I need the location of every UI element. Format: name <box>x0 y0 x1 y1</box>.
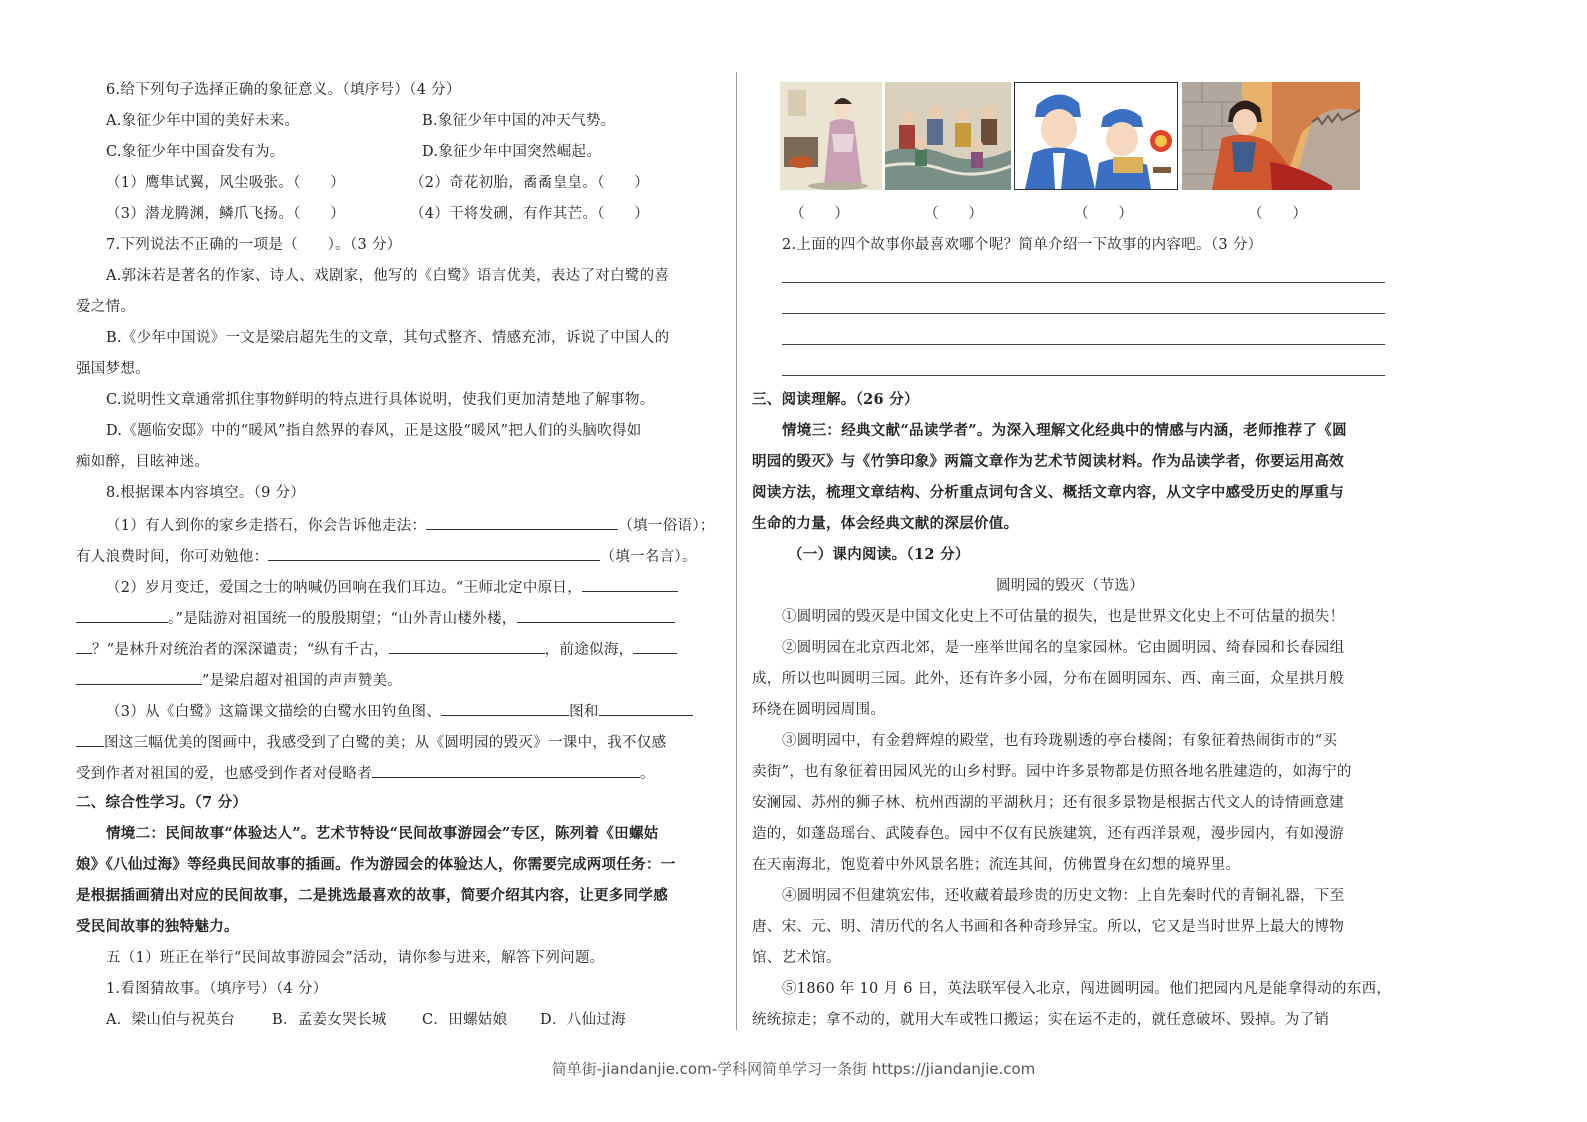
fill-blank[interactable] <box>268 545 600 561</box>
answer-line-3[interactable] <box>782 344 1385 345</box>
paragraph-1: ①圆明园的毁灭是中国文化史上不可估量的损失，也是世界文化史上不可估量的损失！ <box>782 609 1345 625</box>
q8-1b-text: 有人浪费时间，你可劝勉他： <box>76 549 269 565</box>
q6-item-2: （2）奇花初胎，矞矞皇皇。（ ） <box>410 175 650 191</box>
paragraph-3-line5: 在天南海北，饱览着中外风景名胜；流连其间，仿佛置身在幻想的境界里。 <box>752 857 1241 873</box>
story-illustration-4 <box>1182 82 1360 190</box>
story-illustration-1 <box>780 82 882 190</box>
q7-option-b-line2: 强国梦想。 <box>76 361 150 377</box>
answer-line-1[interactable] <box>782 282 1385 283</box>
page-footer: 简单街-jiandanjie.com-学科网简单学习一条街 https://jiandanjie.com <box>551 1060 1036 1078</box>
scenario-2-line2: 娘》《八仙过海》等经典民间故事的插画。作为游园会的体验达人，你需要完成两项任务：一 <box>76 856 676 873</box>
q7-option-d-line1: D.《题临安邸》中的“暖风”指自然界的春风，正是这股“暖风”把人们的头脑吹得如 <box>106 423 642 439</box>
fill-blank[interactable] <box>76 638 92 654</box>
q7-option-d-line2: 痴如醉，目眩神迷。 <box>76 454 210 470</box>
paragraph-2-line2: 成，所以也叫圆明三园。此外，还有许多小园，分布在圆明园东、西、南三面，众星拱月般 <box>752 671 1344 687</box>
liang-zhu-image <box>1015 83 1177 189</box>
q8-2a-text: （2）岁月变迁，爱国之士的呐喊仍回响在我们耳边。“王师北定中原日， <box>106 580 583 596</box>
q7-option-a-line1: A.郭沫若是著名的作家、诗人、戏剧家，他写的《白鹭》语言优美，表达了对白鹭的喜 <box>106 268 670 284</box>
section-3-title: 三、阅读理解。（26 分） <box>752 391 919 408</box>
q6-option-b: B.象征少年中国的冲天气势。 <box>422 113 616 129</box>
q8-1a-suffix: （填一俗语）； <box>618 518 715 534</box>
q6-item-4: （4）干将发硎，有作其芒。（ ） <box>410 206 650 222</box>
article-title: 圆明园的毁灭（节选） <box>996 578 1144 594</box>
answer-line-4[interactable] <box>782 375 1385 376</box>
eight-immortals-image <box>885 82 1011 190</box>
snail-girl-image <box>780 82 882 190</box>
q8-2-line3 <box>76 638 677 660</box>
paragraph-4-line3: 馆、艺术馆。 <box>752 950 841 966</box>
story-option-c: C．田螺姑娘 <box>422 1012 508 1028</box>
paragraph-3-line1: ③圆明园中，有金碧辉煌的殿堂，也有玲珑剔透的亭台楼阁；有象征着热闹街市的“买 <box>782 733 1338 749</box>
q2-title: 2.上面的四个故事你最喜欢哪个呢？简单介绍一下故事的内容吧。（3 分） <box>782 237 1263 253</box>
scenario-2-line4: 受民间故事的独特魅力。 <box>76 918 239 935</box>
q8-1b-suffix: （填一名言）。 <box>600 549 697 565</box>
paragraph-2-line3: 环绕在圆明园周围。 <box>752 702 886 718</box>
q8-2-line4 <box>76 669 402 691</box>
paragraph-3-line2: 卖街”，也有象征着田园风光的山乡村野。园中许多景物都是仿照各地名胜建造的，如海宁的 <box>752 764 1352 780</box>
pic3-answer-paren[interactable]: （ ） <box>1074 206 1134 222</box>
story-illustration-2 <box>885 82 1011 190</box>
q8-3-line2 <box>76 731 666 753</box>
q6-item-1: （1）鹰隼试翼，风尘吸张。（ ） <box>106 175 346 191</box>
q8-2c-text: ？”是林升对统治者的深深谴责；“纵有千古， <box>92 642 389 658</box>
q8-3a-text: （3）从《白鹭》这篇课文描绘的白鹭水田钓鱼图、 <box>106 704 442 720</box>
q6-option-c: C.象征少年中国奋发有为。 <box>106 144 285 160</box>
q8-2b-text: 。”是陆游对祖国统一的殷殷期望；“山外青山楼外楼， <box>168 611 517 627</box>
paragraph-3-line3: 安澜园、苏州的狮子林、杭州西湖的平湖秋月；还有很多景物是根据古代文人的诗情画意建 <box>752 795 1344 811</box>
answer-line-2[interactable] <box>782 313 1385 314</box>
story-option-d: D．八仙过海 <box>540 1012 626 1028</box>
fill-blank[interactable] <box>426 514 618 530</box>
paragraph-5-line1: ⑤1860 年 10 月 6 日，英法联军侵入北京，闯进圆明园。他们把园内凡是能拿得动的东西， <box>782 981 1392 997</box>
fill-blank[interactable] <box>76 607 168 623</box>
fill-blank[interactable] <box>389 638 545 654</box>
scenario-3-line1: 情境三：经典文献“品读学者”。为深入理解文化经典中的情感与内涵，老师推荐了《圆 <box>782 422 1347 439</box>
section-2-q1: 1.看图猜故事。（填序号）（4 分） <box>106 981 328 997</box>
fill-blank[interactable] <box>372 762 640 778</box>
q8-title: 8.根据课本内容填空。（9 分） <box>106 485 306 501</box>
pic1-answer-paren[interactable]: （ ） <box>790 206 850 222</box>
scenario-3-line4: 生命的力量，体会经典文献的深层价值。 <box>752 515 1019 532</box>
fill-blank[interactable] <box>441 700 569 716</box>
section-2-intro: 五（1）班正在举行“民间故事游园会”活动，请你参与进来，解答下列问题。 <box>106 950 605 966</box>
q7-option-c: C.说明性文章通常抓住事物鲜明的特点进行具体说明，使我们更加清楚地了解事物。 <box>106 392 655 408</box>
q8-3b-text: 图这三幅优美的图画中，我感受到了白鹭的美；从《圆明园的毁灭》一课中，我不仅感 <box>104 735 667 751</box>
q6-option-a: A.象征少年中国的美好未来。 <box>106 113 300 129</box>
q8-3-line1 <box>106 700 693 722</box>
paragraph-4-line1: ④圆明园不但建筑宏伟，还收藏着最珍贵的历史文物：上自先秦时代的青铜礼器，下至 <box>782 888 1345 904</box>
scenario-2-line3: 是根据插画猜出对应的民间故事，二是挑选最喜欢的故事，简要介绍其内容，让更多同学感 <box>76 887 668 904</box>
fill-blank[interactable] <box>633 638 677 654</box>
fill-blank[interactable] <box>517 607 675 623</box>
q8-3c-suffix: 。 <box>640 766 655 782</box>
section-2-title: 二、综合性学习。（7 分） <box>76 794 248 811</box>
story-option-a: A．梁山伯与祝英台 <box>106 1012 236 1028</box>
fill-blank[interactable] <box>76 731 104 747</box>
story-illustration-3 <box>1014 82 1178 190</box>
q7-option-a-line2: 爱之情。 <box>76 299 136 315</box>
pic4-answer-paren[interactable]: （ ） <box>1248 206 1308 222</box>
q8-2-line2 <box>76 607 675 629</box>
q8-3-line3 <box>76 762 655 784</box>
q8-3a-mid: 图和 <box>569 704 599 720</box>
scenario-2-line1: 情境二：民间故事“体验达人”。艺术节特设“民间故事游园会”专区，陈列着《田螺姑 <box>106 825 659 842</box>
q8-2d-text: ”是梁启超对祖国的声声赞美。 <box>202 673 403 689</box>
q8-1-line2 <box>76 545 697 567</box>
scenario-3-line3: 阅读方法，梳理文章结构、分析重点词句含义、概括文章内容，从文字中感受历史的厚重与 <box>752 484 1344 501</box>
q8-1a-text: （1）有人到你的家乡走搭石，你会告诉他走法： <box>106 518 427 534</box>
paragraph-4-line2: 唐、宋、元、明、清历代的名人书画和各种奇珍异宝。所以，它又是当时世界上最大的博物 <box>752 919 1344 935</box>
scenario-3-line2: 明园的毁灭》与《竹笋印象》两篇文章作为艺术节阅读材料。作为品读学者，你要运用高效 <box>752 453 1344 470</box>
q6-item-3: （3）潜龙腾渊，鳞爪飞扬。（ ） <box>106 206 346 222</box>
q6-title: 6.给下列句子选择正确的象征意义。（填序号）（4 分） <box>106 82 461 98</box>
q8-3c-text: 受到作者对祖国的爱，也感受到作者对侵略者 <box>76 766 372 782</box>
column-divider <box>736 72 737 1030</box>
q8-1-line1 <box>106 514 715 536</box>
paragraph-3-line4: 造的，如蓬岛瑶台、武陵春色。园中不仅有民族建筑，还有西洋景观，漫步园内，有如漫游 <box>752 826 1344 842</box>
q8-2-line1 <box>106 576 678 598</box>
story-option-b: B．孟姜女哭长城 <box>272 1012 387 1028</box>
paragraph-2-line1: ②圆明园在北京西北郊，是一座举世闻名的皇家园林。它由圆明园、绮春园和长春园组 <box>782 640 1345 656</box>
pic2-answer-paren[interactable]: （ ） <box>924 206 984 222</box>
q7-option-b-line1: B.《少年中国说》一文是梁启超先生的文章，其句式整齐、情感充沛，诉说了中国人的 <box>106 330 670 346</box>
paragraph-5-line2: 统统掠走；拿不动的，就用大车或牲口搬运；实在运不走的，就任意破坏、毁掉。为了销 <box>752 1012 1330 1028</box>
q6-option-d: D.象征少年中国突然崛起。 <box>422 144 602 160</box>
meng-jiangnu-image <box>1182 82 1360 190</box>
fill-blank[interactable] <box>599 700 693 716</box>
subsection-1-title: （一）课内阅读。（12 分） <box>788 546 970 563</box>
fill-blank[interactable] <box>76 669 202 685</box>
q8-2c-mid: ，前途似海， <box>544 642 634 658</box>
fill-blank[interactable] <box>582 576 678 592</box>
q7-title: 7.下列说法不正确的一项是（ ）。（3 分） <box>106 237 402 253</box>
